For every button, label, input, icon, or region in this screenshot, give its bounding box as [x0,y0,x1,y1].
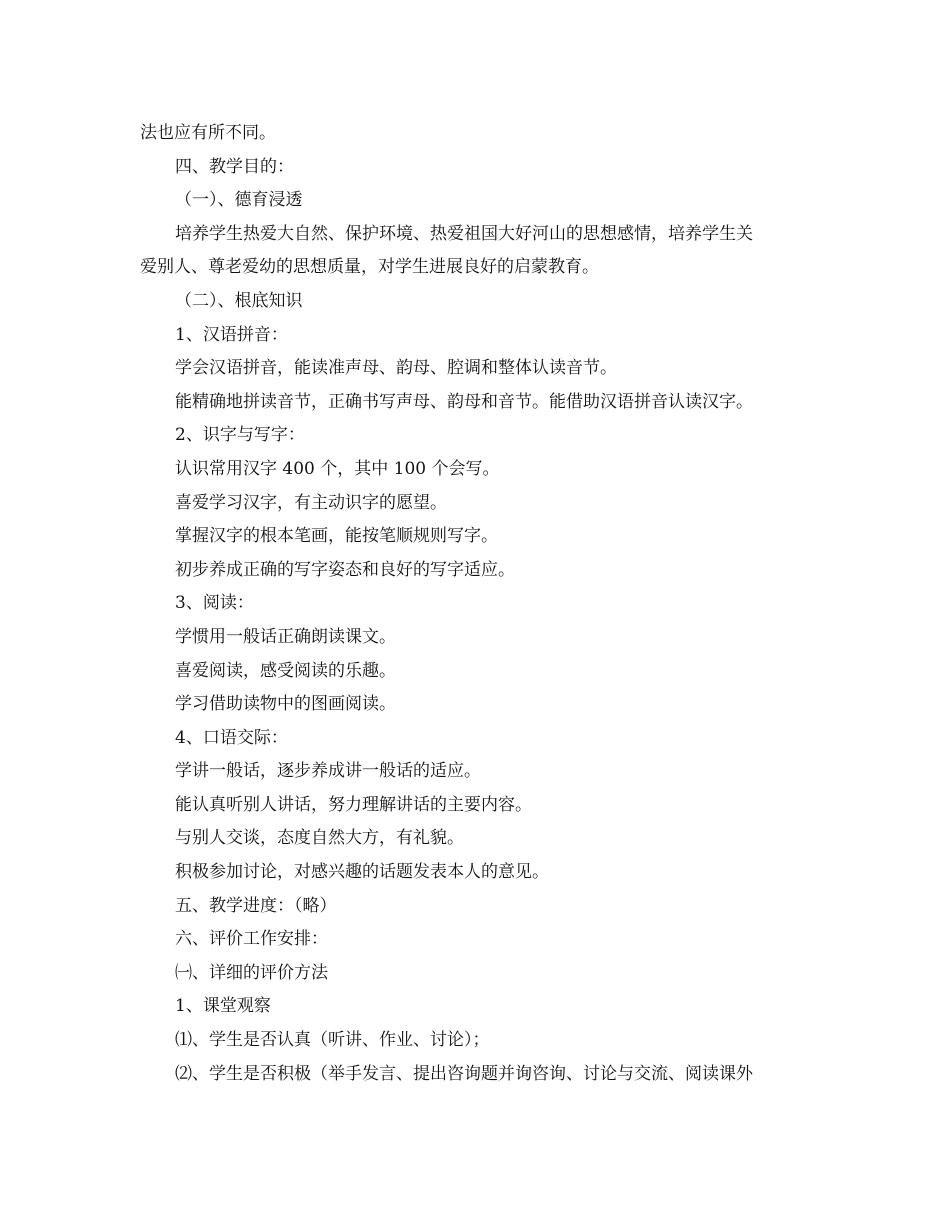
text-line: 喜爱学习汉字，有主动识字的愿望。 [175,492,447,513]
text-line: 积极参加讨论，对感兴趣的话题发表本人的意见。 [175,862,549,883]
text-line: 2、识字与写字： [175,425,305,446]
text-line: ⑴、学生是否认真（听讲、作业、讨论）； [175,1030,490,1051]
text-line: 培养学生热爱大自然、保护环境、热爱祖国大好河山的思想感情，培养学生关 [175,223,753,244]
text-line: 1、课堂观察 [175,996,271,1017]
text-line: 3、阅读： [175,593,254,614]
text-line: 1、汉语拼音： [175,324,288,345]
text-line: 六、评价工作安排： [175,929,328,950]
text-line: 爱别人、尊老爱幼的思想质量，对学生进展良好的启蒙教育。 [140,257,599,278]
text-line: 掌握汉字的根本笔画，能按笔顺规则写字。 [175,526,498,547]
text-line: 与别人交谈，态度自然大方，有礼貌。 [175,828,464,849]
text-line: 喜爱阅读，感受阅读的乐趣。 [175,660,396,681]
text-line: 法也应有所不同。 [140,123,276,143]
text-line: 学讲一般话，逐步养成讲一般话的适应。 [175,761,481,782]
text-line: 能认真听别人讲话，努力理解讲话的主要内容。 [175,794,532,815]
text-line: ⑵、学生是否积极（举手发言、提出咨询题并询咨询、讨论与交流、阅读课外 [175,1063,753,1084]
text-line: 能精确地拼读音节，正确书写声母、韵母和音节。能借助汉语拼音认读汉字。 [175,391,753,412]
text-line: 学习借助读物中的图画阅读。 [175,694,396,715]
text-line: （一）、德育浸透 [175,190,303,211]
text-line: ㈠、详细的评价方法 [175,962,328,983]
text-line: 五、教学进度：（略） [175,895,337,916]
text-line: （二）、根底知识 [175,290,303,311]
text-line: 初步养成正确的写字姿态和良好的写字适应。 [175,559,515,580]
document-body [140,117,840,1091]
text-line: 学惯用一般话正确朗读课文。 [175,626,396,647]
text-line: 认识常用汉字 400 个，其中 100 个会写。 [175,458,500,479]
text-line: 四、教学目的： [175,156,294,177]
text-line: 学会汉语拼音，能读准声母、韵母、腔调和整体认读音节。 [175,358,617,379]
text-line: 4、口语交际： [175,727,288,748]
